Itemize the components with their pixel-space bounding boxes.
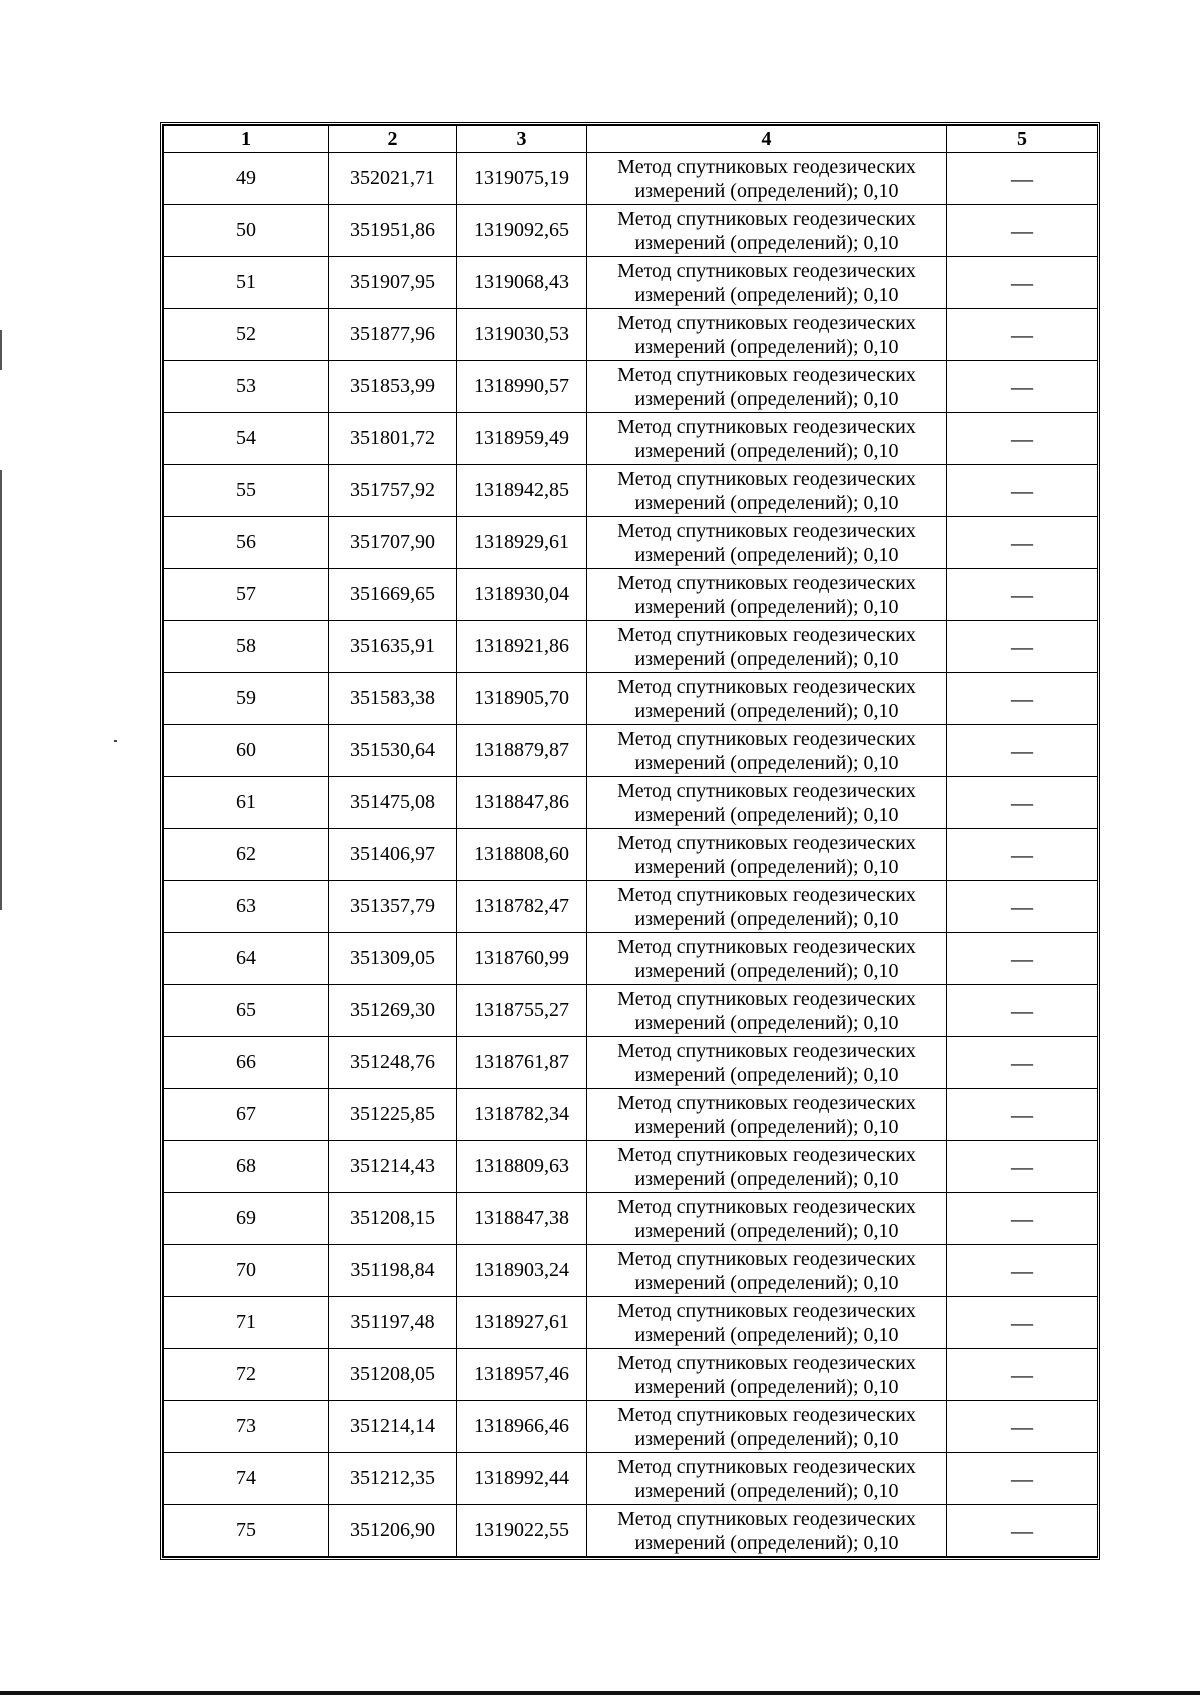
x-coordinate-cell: 351214,14 [329,1401,457,1453]
column-5-cell: — [947,257,1098,309]
method-line-1: Метод спутниковых геодезических [617,311,916,334]
x-coordinate-cell: 351214,43 [329,1141,457,1193]
y-coordinate-cell: 1318927,61 [457,1297,587,1349]
column-5-cell: — [947,1505,1098,1557]
y-coordinate-cell: 1319075,19 [457,153,587,205]
table-row [164,621,1098,673]
table-body [164,153,1098,1557]
x-coordinate-cell: 351212,35 [329,1453,457,1505]
column-5-cell: — [947,517,1098,569]
x-coordinate-cell: 351357,79 [329,881,457,933]
column-5-cell: — [947,309,1098,361]
table-row [164,153,1098,205]
method-cell [587,829,947,881]
method-line-1: Метод спутниковых геодезических [617,1195,916,1218]
point-number-cell: 68 [164,1141,329,1193]
method-cell [587,1245,947,1297]
point-number-cell: 63 [164,881,329,933]
table-row [164,1089,1098,1141]
method-line-2: измерений (определений); 0,10 [634,647,899,670]
header-cell-2: 2 [329,126,457,153]
method-line-1: Метод спутниковых геодезических [617,467,916,490]
table-row [164,257,1098,309]
table-row [164,881,1098,933]
table-row [164,829,1098,881]
table-row [164,361,1098,413]
point-number-cell: 70 [164,1245,329,1297]
x-coordinate-cell: 351853,99 [329,361,457,413]
point-number-cell: 64 [164,933,329,985]
column-5-cell: — [947,777,1098,829]
point-number-cell: 50 [164,205,329,257]
column-5-cell: — [947,829,1098,881]
method-line-1: Метод спутниковых геодезических [617,727,916,750]
method-line-2: измерений (определений); 0,10 [634,699,899,722]
method-line-2: измерений (определений); 0,10 [634,1375,899,1398]
method-line-1: Метод спутниковых геодезических [617,1091,916,1114]
column-5-cell: — [947,1089,1098,1141]
scan-bottom-edge [0,1691,1200,1695]
method-line-1: Метод спутниковых геодезических [617,155,916,178]
x-coordinate-cell: 351208,15 [329,1193,457,1245]
x-coordinate-cell: 351406,97 [329,829,457,881]
method-line-2: измерений (определений); 0,10 [634,231,899,254]
table-row [164,725,1098,777]
point-number-cell: 75 [164,1505,329,1557]
method-line-2: измерений (определений); 0,10 [634,491,899,514]
method-line-1: Метод спутниковых геодезических [617,623,916,646]
column-5-cell: — [947,569,1098,621]
y-coordinate-cell: 1318929,61 [457,517,587,569]
header-row [164,126,1098,153]
y-coordinate-cell: 1318942,85 [457,465,587,517]
method-cell [587,1037,947,1089]
method-line-1: Метод спутниковых геодезических [617,935,916,958]
table-row [164,1297,1098,1349]
method-line-1: Метод спутниковых геодезических [617,987,916,1010]
method-line-2: измерений (определений); 0,10 [634,543,899,566]
point-number-cell: 49 [164,153,329,205]
point-number-cell: 71 [164,1297,329,1349]
column-5-cell: — [947,621,1098,673]
scan-edge-mark [0,330,2,370]
table-row [164,1349,1098,1401]
method-line-1: Метод спутниковых геодезических [617,1507,916,1530]
method-line-1: Метод спутниковых геодезических [617,363,916,386]
coordinates-table-frame [160,122,1100,1560]
column-5-cell: — [947,153,1098,205]
scan-edge-mark [0,470,2,910]
method-line-2: измерений (определений); 0,10 [634,959,899,982]
table-row [164,517,1098,569]
table-row [164,1141,1098,1193]
column-5-cell: — [947,673,1098,725]
method-line-2: измерений (определений); 0,10 [634,283,899,306]
point-number-cell: 66 [164,1037,329,1089]
method-line-2: измерений (определений); 0,10 [634,1271,899,1294]
point-number-cell: 56 [164,517,329,569]
method-line-2: измерений (определений); 0,10 [634,1219,899,1242]
column-5-cell: — [947,413,1098,465]
table-row [164,933,1098,985]
y-coordinate-cell: 1318879,87 [457,725,587,777]
y-coordinate-cell: 1318761,87 [457,1037,587,1089]
method-line-1: Метод спутниковых геодезических [617,1351,916,1374]
table-row [164,1505,1098,1557]
header-cell-1: 1 [164,126,329,153]
x-coordinate-cell: 351635,91 [329,621,457,673]
x-coordinate-cell: 352021,71 [329,153,457,205]
method-cell [587,985,947,1037]
x-coordinate-cell: 351208,05 [329,1349,457,1401]
column-5-cell: — [947,1297,1098,1349]
column-5-cell: — [947,1453,1098,1505]
x-coordinate-cell: 351877,96 [329,309,457,361]
column-5-cell: — [947,1037,1098,1089]
column-5-cell: — [947,881,1098,933]
y-coordinate-cell: 1318930,04 [457,569,587,621]
table-row [164,1245,1098,1297]
x-coordinate-cell: 351248,76 [329,1037,457,1089]
method-cell [587,777,947,829]
y-coordinate-cell: 1319092,65 [457,205,587,257]
method-cell [587,517,947,569]
table-row [164,1193,1098,1245]
method-line-1: Метод спутниковых геодезических [617,1455,916,1478]
method-line-2: измерений (определений); 0,10 [634,855,899,878]
x-coordinate-cell: 351225,85 [329,1089,457,1141]
method-line-2: измерений (определений); 0,10 [634,1323,899,1346]
table-row [164,413,1098,465]
method-cell [587,205,947,257]
y-coordinate-cell: 1318921,86 [457,621,587,673]
y-coordinate-cell: 1319030,53 [457,309,587,361]
point-number-cell: 52 [164,309,329,361]
point-number-cell: 51 [164,257,329,309]
y-coordinate-cell: 1318808,60 [457,829,587,881]
x-coordinate-cell: 351198,84 [329,1245,457,1297]
table-row [164,569,1098,621]
y-coordinate-cell: 1318760,99 [457,933,587,985]
x-coordinate-cell: 351583,38 [329,673,457,725]
method-line-2: измерений (определений); 0,10 [634,1115,899,1138]
method-line-2: измерений (определений); 0,10 [634,803,899,826]
table-row [164,309,1098,361]
point-number-cell: 57 [164,569,329,621]
method-line-2: измерений (определений); 0,10 [634,179,899,202]
x-coordinate-cell: 351475,08 [329,777,457,829]
method-cell [587,1349,947,1401]
x-coordinate-cell: 351309,05 [329,933,457,985]
table-row [164,777,1098,829]
y-coordinate-cell: 1318847,38 [457,1193,587,1245]
method-line-1: Метод спутниковых геодезических [617,1403,916,1426]
method-cell [587,1453,947,1505]
method-cell [587,361,947,413]
method-cell [587,153,947,205]
method-cell [587,413,947,465]
method-cell [587,1193,947,1245]
y-coordinate-cell: 1318847,86 [457,777,587,829]
x-coordinate-cell: 351951,86 [329,205,457,257]
method-cell [587,1401,947,1453]
method-line-1: Метод спутниковых геодезических [617,571,916,594]
table-row [164,205,1098,257]
method-line-2: измерений (определений); 0,10 [634,1427,899,1450]
y-coordinate-cell: 1318809,63 [457,1141,587,1193]
y-coordinate-cell: 1318782,34 [457,1089,587,1141]
column-5-cell: — [947,1141,1098,1193]
x-coordinate-cell: 351669,65 [329,569,457,621]
y-coordinate-cell: 1318959,49 [457,413,587,465]
method-line-1: Метод спутниковых геодезических [617,207,916,230]
method-line-1: Метод спутниковых геодезических [617,831,916,854]
header-cell-4: 4 [587,126,947,153]
point-number-cell: 55 [164,465,329,517]
method-line-1: Метод спутниковых геодезических [617,1143,916,1166]
column-5-cell: — [947,1245,1098,1297]
table-row [164,1037,1098,1089]
method-cell [587,621,947,673]
method-cell [587,1297,947,1349]
method-line-2: измерений (определений); 0,10 [634,1479,899,1502]
y-coordinate-cell: 1319022,55 [457,1505,587,1557]
method-cell [587,725,947,777]
table-row [164,1453,1098,1505]
method-line-2: измерений (определений); 0,10 [634,1167,899,1190]
point-number-cell: 67 [164,1089,329,1141]
method-cell [587,257,947,309]
point-number-cell: 60 [164,725,329,777]
method-line-2: измерений (определений); 0,10 [634,439,899,462]
method-line-2: измерений (определений); 0,10 [634,335,899,358]
column-5-cell: — [947,205,1098,257]
header-cell-5: 5 [947,126,1098,153]
method-line-1: Метод спутниковых геодезических [617,1039,916,1062]
table-row [164,985,1098,1037]
column-5-cell: — [947,933,1098,985]
point-number-cell: 69 [164,1193,329,1245]
header-cell-3: 3 [457,126,587,153]
y-coordinate-cell: 1319068,43 [457,257,587,309]
point-number-cell: 61 [164,777,329,829]
y-coordinate-cell: 1318966,46 [457,1401,587,1453]
y-coordinate-cell: 1318905,70 [457,673,587,725]
method-cell [587,1141,947,1193]
table-row [164,1401,1098,1453]
x-coordinate-cell: 351530,64 [329,725,457,777]
table-row [164,673,1098,725]
y-coordinate-cell: 1318755,27 [457,985,587,1037]
point-number-cell: 53 [164,361,329,413]
method-cell [587,1505,947,1557]
method-line-1: Метод спутниковых геодезических [617,1299,916,1322]
column-5-cell: — [947,465,1098,517]
y-coordinate-cell: 1318903,24 [457,1245,587,1297]
column-5-cell: — [947,1401,1098,1453]
point-number-cell: 62 [164,829,329,881]
method-cell [587,309,947,361]
method-cell [587,933,947,985]
coordinates-table [163,125,1098,1557]
y-coordinate-cell: 1318990,57 [457,361,587,413]
x-coordinate-cell: 351707,90 [329,517,457,569]
method-line-1: Метод спутниковых геодезических [617,883,916,906]
method-cell [587,673,947,725]
table-row [164,465,1098,517]
x-coordinate-cell: 351757,92 [329,465,457,517]
column-5-cell: — [947,985,1098,1037]
method-line-2: измерений (определений); 0,10 [634,595,899,618]
method-line-1: Метод спутниковых геодезических [617,1247,916,1270]
point-number-cell: 73 [164,1401,329,1453]
x-coordinate-cell: 351206,90 [329,1505,457,1557]
method-line-2: измерений (определений); 0,10 [634,907,899,930]
column-5-cell: — [947,725,1098,777]
method-line-1: Метод спутниковых геодезических [617,779,916,802]
method-line-1: Метод спутниковых геодезических [617,259,916,282]
point-number-cell: 65 [164,985,329,1037]
method-cell [587,465,947,517]
point-number-cell: 59 [164,673,329,725]
y-coordinate-cell: 1318992,44 [457,1453,587,1505]
column-5-cell: — [947,1349,1098,1401]
x-coordinate-cell: 351907,95 [329,257,457,309]
x-coordinate-cell: 351269,30 [329,985,457,1037]
point-number-cell: 58 [164,621,329,673]
method-cell [587,569,947,621]
method-line-2: измерений (определений); 0,10 [634,1531,899,1554]
method-line-1: Метод спутниковых геодезических [617,675,916,698]
method-line-2: измерений (определений); 0,10 [634,1011,899,1034]
column-5-cell: — [947,361,1098,413]
method-line-1: Метод спутниковых геодезических [617,519,916,542]
y-coordinate-cell: 1318782,47 [457,881,587,933]
x-coordinate-cell: 351197,48 [329,1297,457,1349]
method-line-1: Метод спутниковых геодезических [617,415,916,438]
method-cell [587,881,947,933]
scan-speck [114,740,117,742]
y-coordinate-cell: 1318957,46 [457,1349,587,1401]
method-line-2: измерений (определений); 0,10 [634,387,899,410]
method-line-2: измерений (определений); 0,10 [634,751,899,774]
method-line-2: измерений (определений); 0,10 [634,1063,899,1086]
column-5-cell: — [947,1193,1098,1245]
method-cell [587,1089,947,1141]
point-number-cell: 74 [164,1453,329,1505]
point-number-cell: 54 [164,413,329,465]
point-number-cell: 72 [164,1349,329,1401]
x-coordinate-cell: 351801,72 [329,413,457,465]
